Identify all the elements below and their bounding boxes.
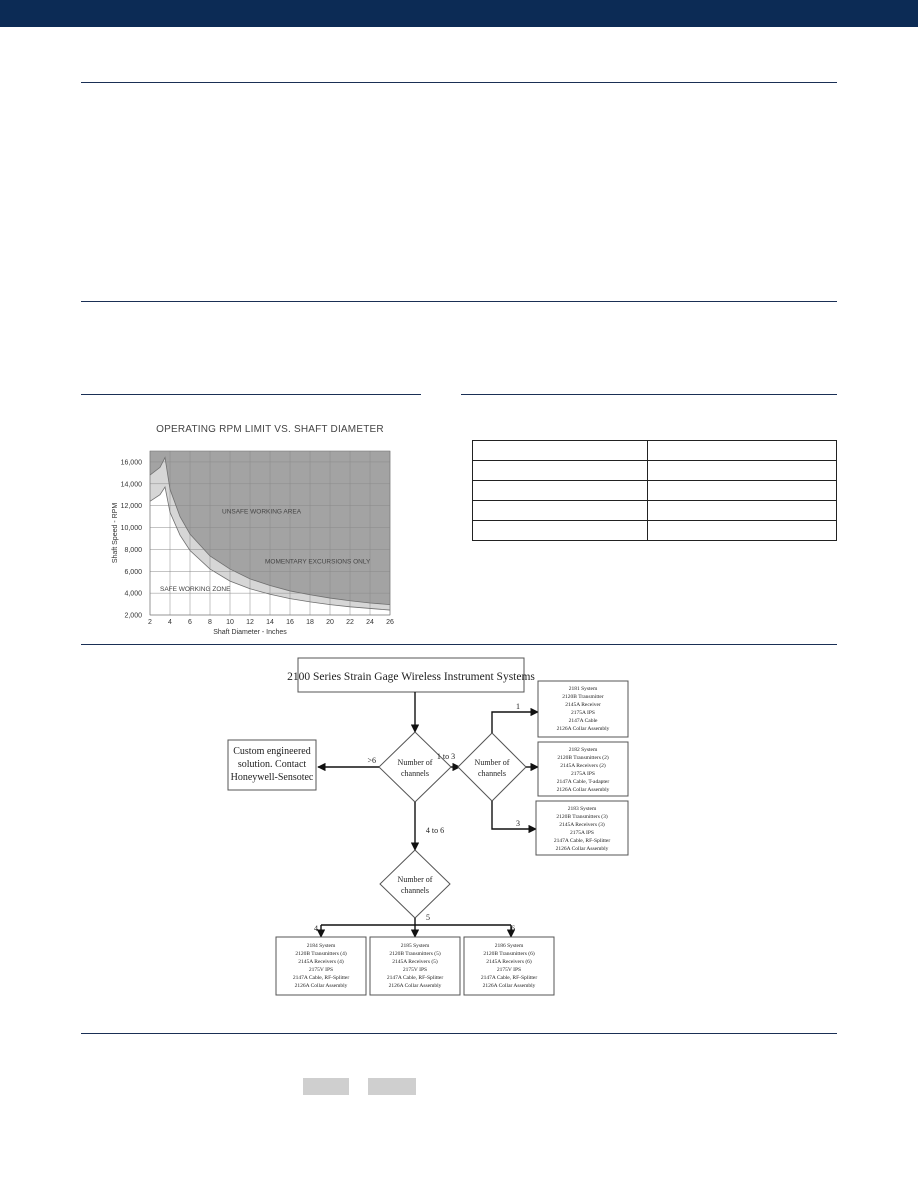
system-line: 2147A Cable, RF-Splitter bbox=[292, 975, 350, 981]
diamond-3-label-a: Number of bbox=[397, 875, 433, 884]
diamond-2-label-a: Number of bbox=[474, 758, 510, 767]
x-tick-label: 20 bbox=[326, 619, 334, 626]
system-line: 2145A Receiver bbox=[565, 702, 601, 708]
custom-box-line-2: solution. Contact bbox=[237, 759, 307, 770]
y-tick-label: 4,000 bbox=[124, 590, 142, 598]
edge-3: 3 bbox=[516, 819, 520, 828]
diamond-1-label-b: channels bbox=[401, 769, 429, 778]
y-tick-label: 14,000 bbox=[120, 481, 142, 489]
x-tick-label: 18 bbox=[306, 619, 314, 626]
edge-1: 1 bbox=[516, 702, 520, 711]
system-line: 2175V IPS bbox=[402, 967, 428, 973]
x-tick-label: 24 bbox=[366, 619, 374, 626]
diamond-2-label-b: channels bbox=[478, 769, 506, 778]
system-line: 2185 System bbox=[400, 943, 430, 949]
y-tick-label: 2,000 bbox=[124, 612, 142, 620]
system-line: 2147A Cable, RF-Splitter bbox=[480, 975, 538, 981]
system-line: 2147A Cable, RF-Splitter bbox=[553, 838, 611, 844]
edge-1-to-3: 1 to 3 bbox=[436, 752, 456, 761]
x-tick-label: 2 bbox=[148, 619, 152, 626]
diamond-3-label-b: channels bbox=[401, 886, 429, 895]
edge-4-to-6: 4 to 6 bbox=[425, 826, 445, 835]
x-tick-label: 8 bbox=[208, 619, 212, 626]
channels-diamond-3 bbox=[380, 850, 450, 918]
system-line: 2145A Receivers (2) bbox=[560, 763, 606, 769]
x-tick-label: 14 bbox=[266, 619, 274, 626]
x-tick-label: 12 bbox=[246, 619, 254, 626]
y-tick-label: 12,000 bbox=[120, 503, 142, 511]
system-line: 2175V IPS bbox=[308, 967, 334, 973]
system-line: 2126A Collar Assembly bbox=[294, 983, 348, 989]
system-line: 2147A Cable, T-adapter bbox=[556, 779, 610, 785]
y-tick-label: 10,000 bbox=[120, 525, 142, 533]
x-tick-label: 16 bbox=[286, 619, 294, 626]
channels-diamond-2 bbox=[458, 733, 526, 801]
system-line: 2120B Transmitters (6) bbox=[483, 951, 535, 957]
system-line: 2145A Receivers (4) bbox=[298, 959, 344, 965]
top-box-label: 2100 Series Strain Gage Wireless Instrument Systems bbox=[287, 671, 535, 683]
system-line: 2120B Transmitters (5) bbox=[389, 951, 441, 957]
system-line: 2175A IPS bbox=[571, 710, 595, 716]
zone-label-unsafe: UNSAFE WORKING AREA bbox=[222, 508, 302, 516]
system-line: 2126A Collar Assembly bbox=[482, 983, 536, 989]
system-line: 2182 System bbox=[568, 747, 598, 753]
system-line: 2126A Collar Assembly bbox=[388, 983, 442, 989]
x-axis-label: Shaft Diameter - Inches bbox=[213, 629, 287, 636]
zone-label-safe: SAFE WORKING ZONE bbox=[160, 585, 231, 593]
system-line: 2126A Collar Assembly bbox=[556, 726, 610, 732]
system-line: 2145A Receivers (3) bbox=[559, 822, 605, 828]
system-line: 2181 System bbox=[568, 686, 598, 692]
system-line: 2175A IPS bbox=[570, 830, 594, 836]
diamond-1-label-a: Number of bbox=[397, 758, 433, 767]
x-tick-label: 10 bbox=[226, 619, 234, 626]
system-line: 2175V IPS bbox=[496, 967, 522, 973]
system-line: 2186 System bbox=[494, 943, 524, 949]
y-tick-label: 6,000 bbox=[124, 568, 142, 576]
system-line: 2120B Transmitters (4) bbox=[295, 951, 347, 957]
system-line: 2147A Cable, RF-Splitter bbox=[386, 975, 444, 981]
x-tick-label: 22 bbox=[346, 619, 354, 626]
system-line: 2120B Transmitters (2) bbox=[557, 755, 609, 761]
system-line: 2126A Collar Assembly bbox=[555, 846, 609, 852]
edge-5: 5 bbox=[426, 913, 430, 922]
x-tick-label: 4 bbox=[168, 619, 172, 626]
y-axis-label: Shaft Speed - RPM bbox=[112, 502, 119, 564]
chart-title: OPERATING RPM LIMIT VS. SHAFT DIAMETER bbox=[156, 424, 384, 435]
system-line: 2145A Receivers (5) bbox=[392, 959, 438, 965]
edge-gt6: >6 bbox=[367, 756, 376, 765]
y-tick-label: 16,000 bbox=[120, 459, 142, 467]
system-line: 2184 System bbox=[306, 943, 336, 949]
gray-placeholder-2 bbox=[368, 1078, 416, 1095]
system-line: 2183 System bbox=[567, 806, 597, 812]
y-tick-label: 8,000 bbox=[124, 546, 142, 554]
channels-diamond-1 bbox=[379, 732, 451, 802]
system-line: 2145A Receivers (6) bbox=[486, 959, 532, 965]
system-line: 2126A Collar Assembly bbox=[556, 787, 610, 793]
system-line: 2147A Cable bbox=[568, 718, 598, 724]
edge-6: 6 bbox=[511, 924, 515, 933]
system-line: 2120B Transmitter bbox=[562, 694, 604, 700]
edge-4: 4 bbox=[314, 924, 318, 933]
custom-box-line-1: Custom engineered bbox=[233, 746, 311, 757]
x-tick-label: 6 bbox=[188, 619, 192, 626]
x-tick-label: 26 bbox=[386, 619, 394, 626]
gray-placeholder-1 bbox=[303, 1078, 349, 1095]
zone-label-momentary: MOMENTARY EXCURSIONS ONLY bbox=[265, 558, 371, 566]
system-line: 2120B Transmitters (3) bbox=[556, 814, 608, 820]
system-line: 2175A IPS bbox=[571, 771, 595, 777]
custom-box-line-3: Honeywell-Sensotec bbox=[230, 772, 314, 783]
